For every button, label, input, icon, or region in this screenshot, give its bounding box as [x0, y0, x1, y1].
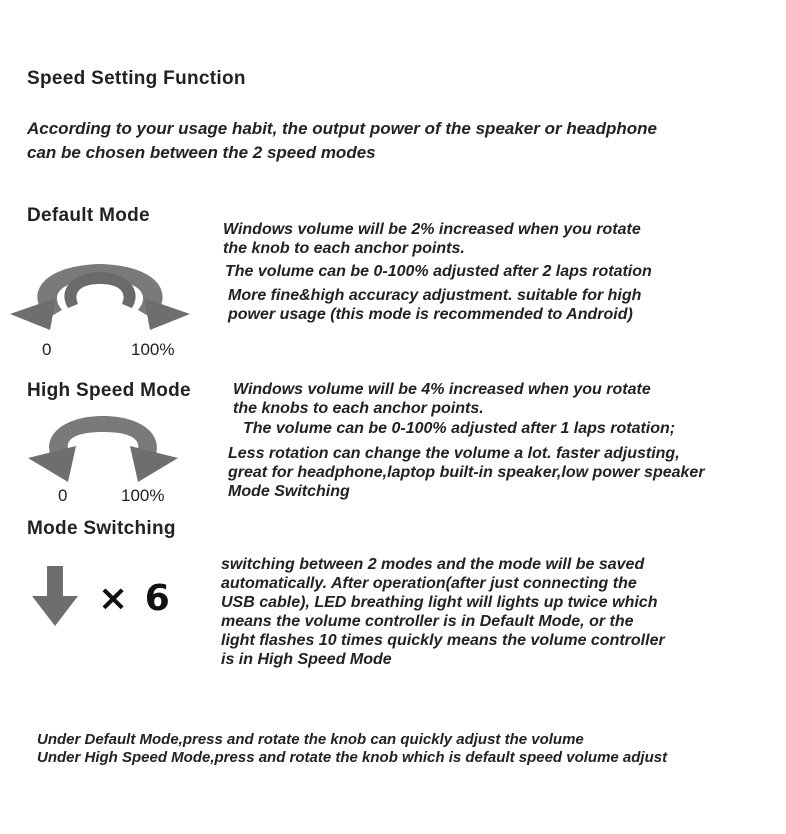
intro-text — [27, 117, 657, 165]
mode-switching-desc — [221, 555, 665, 669]
desc-line: Mode Switching — [228, 483, 350, 500]
desc-line: Windows volume will be 4% increased when you rotate — [233, 381, 651, 398]
high-speed-desc-b: The volume can be 0-100% adjusted after 1 laps rotation; — [243, 420, 676, 437]
press-count-multiplier: × 6 — [98, 578, 172, 619]
desc-line: means the volume controller is in Default Mode, or the — [221, 613, 634, 630]
high-speed-min-label: 0 — [58, 486, 68, 505]
desc-line: automatically. After operation(after just connecting the — [221, 575, 637, 592]
default-mode-desc-c — [228, 286, 641, 324]
desc-line: More fine&high accuracy adjustment. suitable for high — [228, 287, 642, 304]
default-mode-desc-b: The volume can be 0-100% adjusted after 2 laps rotation — [225, 263, 652, 280]
page-title: Speed Setting Function — [27, 68, 246, 89]
desc-line: the knobs to each anchor points. — [233, 400, 484, 417]
desc-line: Windows volume will be 2% increased when you rotate — [223, 221, 641, 238]
single-arc-rotation-arrow-icon — [28, 414, 178, 482]
desc-line: Less rotation can change the volume a lot. faster adjusting, — [228, 445, 680, 462]
high-speed-mode-heading: High Speed Mode — [27, 380, 191, 401]
default-mode-heading: Default Mode — [27, 205, 150, 226]
desc-line: light flashes 10 times quickly means the volume controller — [221, 632, 665, 649]
desc-line: power usage (this mode is recommended to Android) — [228, 306, 633, 323]
high-speed-desc-a — [233, 380, 651, 418]
footer-line: Under High Speed Mode,press and rotate the knob which is default speed volume adjust — [37, 749, 668, 766]
intro-line: can be chosen between the 2 speed modes — [27, 143, 376, 162]
default-max-label: 100% — [131, 340, 175, 359]
footer-line: Under Default Mode,press and rotate the knob can quickly adjust the volume — [37, 731, 584, 748]
footer-notes — [37, 731, 667, 767]
default-mode-desc-a — [223, 220, 641, 258]
double-loop-rotation-arrow-icon — [10, 258, 190, 330]
intro-line: According to your usage habit, the output power of the speaker or headphone — [27, 119, 657, 138]
desc-line: is in High Speed Mode — [221, 651, 392, 668]
desc-line: the knob to each anchor points. — [223, 240, 465, 257]
high-speed-max-label: 100% — [121, 486, 165, 505]
mode-switching-heading: Mode Switching — [27, 518, 176, 539]
desc-line: switching between 2 modes and the mode will be saved — [221, 556, 645, 573]
high-speed-desc-c — [228, 444, 705, 501]
desc-line: USB cable), LED breathing light will lights up twice which — [221, 594, 658, 611]
default-min-label: 0 — [42, 340, 52, 359]
desc-line: great for headphone,laptop built-in speaker,low power speaker — [228, 464, 705, 481]
down-press-arrow-icon — [32, 566, 78, 626]
